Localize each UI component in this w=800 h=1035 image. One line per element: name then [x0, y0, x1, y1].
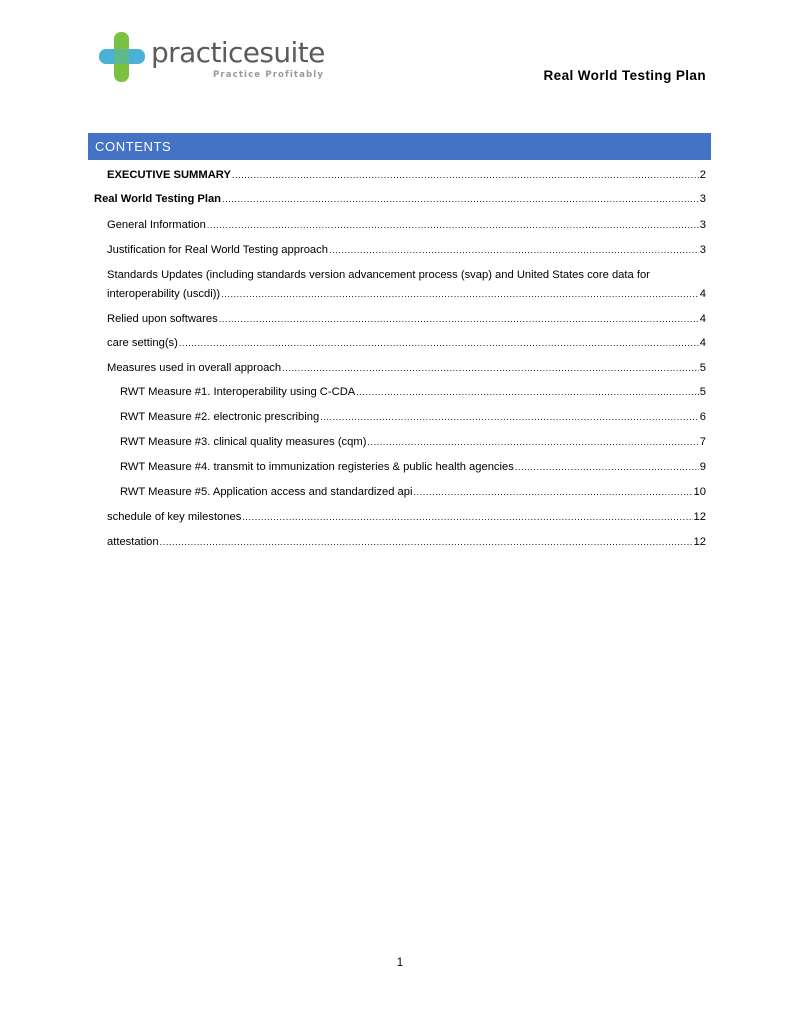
- toc-entry-attestation[interactable]: [107, 535, 706, 549]
- document-header-title: Real World Testing Plan: [543, 68, 706, 83]
- toc-leader-dots: [232, 168, 699, 182]
- toc-leader-dots: [329, 243, 699, 257]
- toc-entry-label: interoperability (uscdi)): [107, 288, 221, 300]
- toc-entry-rwt-measure-2[interactable]: [120, 410, 706, 424]
- toc-leader-dots: [320, 410, 699, 424]
- toc-entry-page: 4: [699, 288, 706, 300]
- toc-entry-page: 6: [699, 411, 706, 423]
- toc-leader-dots: [356, 385, 699, 399]
- logo-brand-name: practicesuite: [151, 36, 325, 69]
- toc-entry-label: RWT Measure #4. transmit to immunization registeries & public health agencies: [120, 461, 514, 473]
- toc-entry-page: 5: [699, 386, 706, 398]
- toc-entry-label: RWT Measure #2. electronic prescribing: [120, 411, 320, 423]
- toc-entry-rwt-measure-3[interactable]: [120, 435, 706, 449]
- toc-entry-page: 5: [699, 362, 706, 374]
- toc-entry-label: Relied upon softwares: [107, 313, 218, 325]
- toc-entry-standards-updates[interactable]: [107, 287, 706, 301]
- toc-leader-dots: [160, 535, 693, 549]
- toc-entry-measures-used[interactable]: [107, 361, 706, 375]
- toc-entry-relied-upon-softwares[interactable]: [107, 312, 706, 326]
- toc-entry-page: 4: [699, 337, 706, 349]
- toc-entry-executive-summary[interactable]: [107, 168, 706, 182]
- toc-leader-dots: [207, 218, 699, 232]
- toc-leader-dots: [222, 192, 699, 206]
- toc-entry-label: schedule of key milestones: [107, 511, 242, 523]
- toc-entry-rwt-measure-1[interactable]: [120, 385, 706, 399]
- toc-entry-label: Justification for Real World Testing approach: [107, 244, 328, 256]
- practicesuite-logo: [99, 32, 325, 82]
- toc-leader-dots: [515, 460, 699, 474]
- toc-entry-rwt-measure-4[interactable]: [120, 460, 706, 474]
- toc-entry-label: RWT Measure #3. clinical quality measures (cqm): [120, 436, 367, 448]
- toc-entry-page: 3: [699, 244, 706, 256]
- toc-entry-page: 12: [693, 511, 706, 523]
- toc-entry-label: RWT Measure #5. Application access and standardized api: [120, 486, 413, 498]
- toc-entry-real-world-testing-plan[interactable]: [94, 192, 706, 206]
- toc-entry-label: Measures used in overall approach: [107, 362, 282, 374]
- toc-entry-page: 7: [699, 436, 706, 448]
- toc-entry-page: 4: [699, 313, 706, 325]
- toc-entry-label: care setting(s): [107, 337, 178, 349]
- toc-leader-dots: [242, 510, 692, 524]
- toc-entry-label: General Information: [107, 219, 206, 231]
- toc-leader-dots: [367, 435, 698, 449]
- toc-entry-rwt-measure-5[interactable]: [120, 485, 706, 499]
- toc-entry-page: 10: [693, 486, 706, 498]
- toc-entry-page: 2: [699, 169, 706, 181]
- toc-entry-label: EXECUTIVE SUMMARY: [107, 169, 231, 181]
- toc-leader-dots: [221, 287, 699, 301]
- toc-entry-page: 3: [699, 219, 706, 231]
- toc-entry-standards-updates-line1[interactable]: Standards Updates (including standards version advancement process (svap) and United States core data for: [107, 269, 650, 281]
- cross-logo-icon: [99, 32, 145, 82]
- page-number: 1: [396, 957, 404, 969]
- toc-entry-page: 12: [693, 536, 706, 548]
- toc-leader-dots: [282, 361, 699, 375]
- contents-heading: CONTENTS: [95, 139, 172, 154]
- toc-entry-care-settings[interactable]: [107, 336, 706, 350]
- contents-heading-bar: [88, 133, 711, 160]
- toc-entry-page: 3: [699, 193, 706, 205]
- toc-leader-dots: [179, 336, 699, 350]
- logo-tagline: Practice Profitably: [213, 70, 325, 80]
- toc-leader-dots: [414, 485, 693, 499]
- toc-entry-label: RWT Measure #1. Interoperability using C-CDA: [120, 386, 356, 398]
- toc-leader-dots: [219, 312, 699, 326]
- toc-entry-schedule-of-key-milestones[interactable]: [107, 510, 706, 524]
- toc-entry-label: Real World Testing Plan: [94, 193, 222, 205]
- toc-entry-label: attestation: [107, 536, 159, 548]
- toc-entry-page: 9: [699, 461, 706, 473]
- toc-entry-justification[interactable]: [107, 243, 706, 257]
- toc-entry-general-information[interactable]: [107, 218, 706, 232]
